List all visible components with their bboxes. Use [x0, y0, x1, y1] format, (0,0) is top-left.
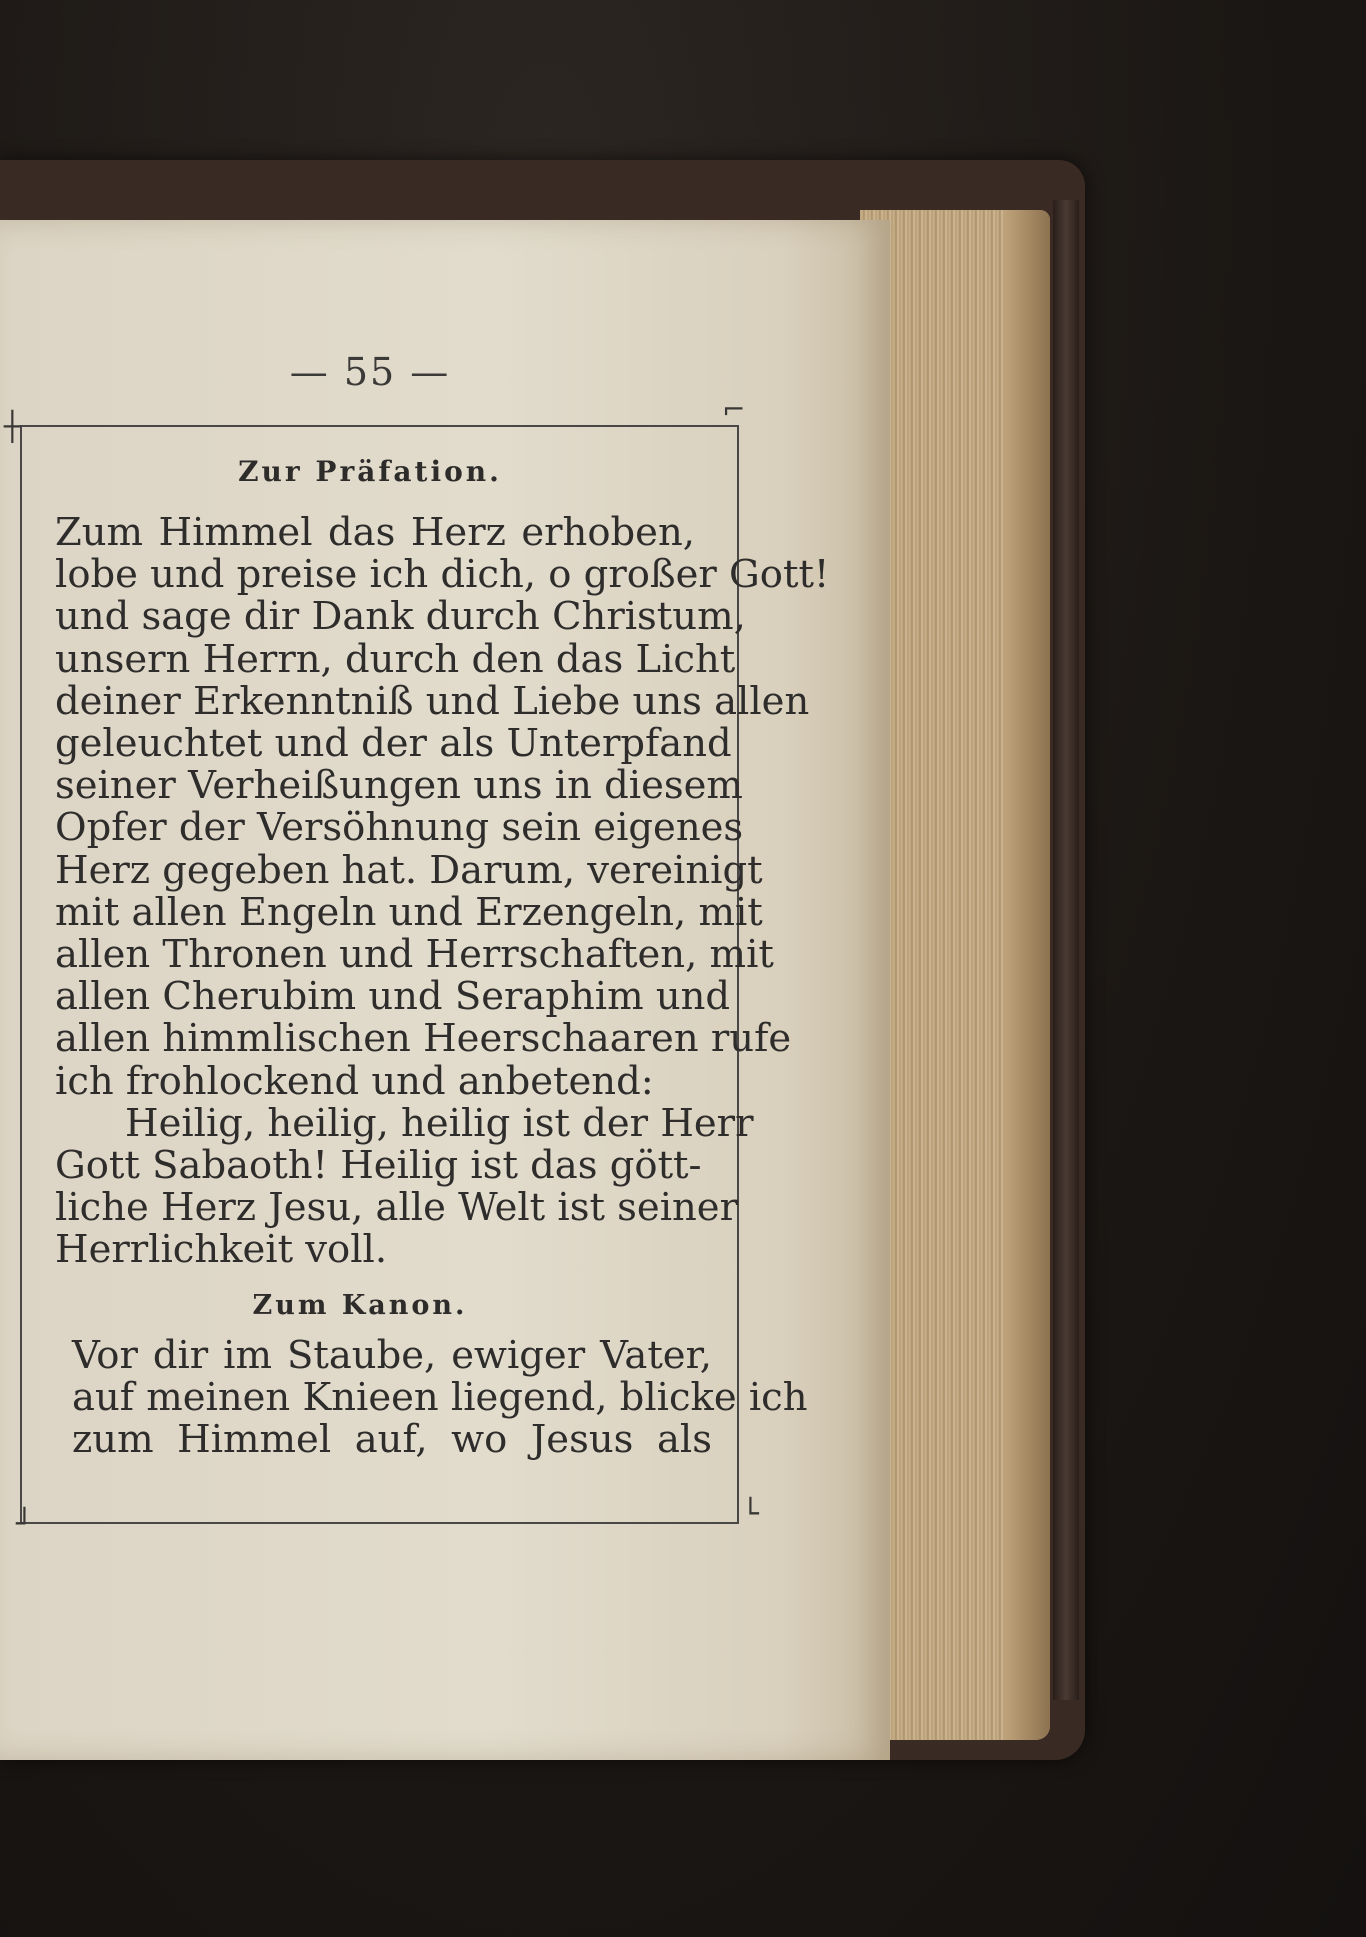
text-line: zum Himmel auf, wo Jesus als — [72, 1417, 712, 1463]
text-line: mit allen Engeln und Erzengeln, mit — [55, 889, 763, 935]
kanon-text — [72, 1333, 808, 1463]
text-line: seiner Verheißungen uns in diesem — [55, 763, 743, 809]
text-line: Zum Himmel das Herz erhoben, — [55, 510, 695, 555]
praefation-text — [55, 510, 830, 1273]
frame-corner-ornament: ⌐ — [722, 393, 746, 426]
text-line: Herrlichkeit voll. — [55, 1227, 388, 1273]
text-line: ich frohlockend und anbetend: — [55, 1058, 654, 1104]
text-line: Opfer der Versöhnung sein eigenes — [55, 805, 744, 851]
text-line: lobe und preise ich dich, o großer Gott! — [55, 552, 830, 598]
section-heading-kanon: Zum Kanon. — [252, 1290, 468, 1321]
text-line: allen Cherubim und Seraphim und — [55, 974, 731, 1020]
frame-corner-ornament: └ — [742, 1497, 759, 1530]
text-line: deiner Erkenntniß und Liebe uns allen — [55, 678, 810, 724]
text-line: auf meinen Knieen liegend, blicke ich — [72, 1375, 808, 1421]
page-number: — 55 — — [289, 350, 451, 394]
text-line: allen Thronen und Herrschaften, mit — [55, 932, 774, 978]
text-line: unsern Herrn, durch den das Licht — [55, 636, 736, 682]
text-line: geleuchtet und der als Unterpfand — [55, 721, 732, 767]
text-line: und sage dir Dank durch Christum, — [55, 594, 746, 640]
text-line: Heilig, heilig, heilig ist der Herr — [125, 1100, 754, 1146]
frame-corner-ornament: ┘ — [16, 1507, 33, 1540]
text-line: Gott Sabaoth! Heilig ist das gött- — [55, 1143, 702, 1189]
section-heading-praefation: Zur Präfation. — [238, 455, 502, 488]
text-line: Vor dir im Staube, ewiger Vater, — [72, 1333, 712, 1378]
text-line: liche Herz Jesu, alle Welt ist seiner — [55, 1185, 738, 1231]
text-line: allen himmlischen Heerschaaren rufe — [55, 1016, 792, 1062]
text-line: Herz gegeben hat. Darum, vereinigt — [55, 847, 763, 893]
frame-corner-ornament: ┼ — [4, 410, 21, 443]
